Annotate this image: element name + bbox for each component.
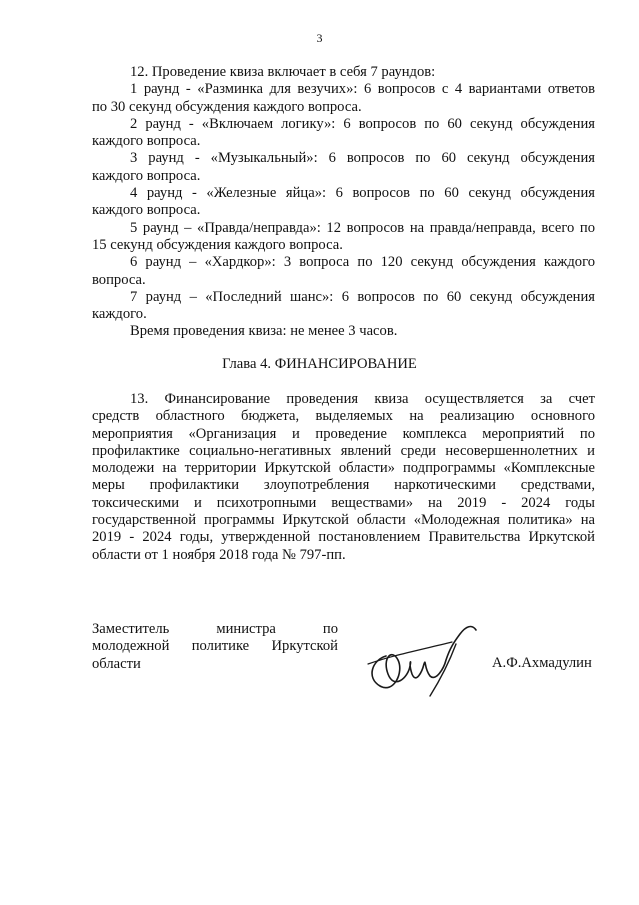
text-line: по 30 секунд обсуждения каждого вопроса. bbox=[92, 98, 362, 115]
text-line: 15 секунд обсуждения каждого вопроса. bbox=[92, 236, 343, 253]
text-line: каждого вопроса. bbox=[92, 133, 201, 150]
text-line: 6 раунд – «Хардкор»: 3 вопроса по 120 секунд обсуждения каждого bbox=[130, 254, 595, 271]
text-line: 2 раунд - «Включаем логику»: 6 вопросов по 60 секунд обсуждения bbox=[130, 115, 595, 132]
chapter-heading: Глава 4. ФИНАНСИРОВАНИЕ bbox=[222, 356, 417, 372]
text-line: токсическими и психотропными веществами» на 2019 - 2024 годы bbox=[92, 494, 595, 511]
text-line: 12. Проведение квиза включает в себя 7 раундов: bbox=[130, 64, 436, 80]
text-line: каждого вопроса. bbox=[92, 202, 201, 219]
text-line: Время проведения квиза: не менее 3 часов. bbox=[130, 323, 398, 340]
page-number: 3 bbox=[316, 31, 323, 45]
text-line: средств областного бюджета, выделяемых на реализацию основного bbox=[92, 408, 595, 425]
text-line: 4 раунд - «Железные яйца»: 6 вопросов по 60 секунд обсуждения bbox=[130, 185, 595, 202]
section-financing bbox=[92, 391, 595, 564]
text-line: 5 раунд – «Правда/неправда»: 12 вопросов на правда/неправда, всего по bbox=[130, 219, 595, 236]
text-line: мероприятия «Организация и проведение комплекса мероприятий по bbox=[92, 425, 595, 442]
text-line: меры профилактики злоупотребления наркотическими средствами, bbox=[92, 477, 595, 494]
text-line: каждого вопроса. bbox=[92, 167, 201, 184]
text-line: государственной программы Иркутской области «Молодежная политика» на bbox=[92, 512, 595, 529]
text-line: молодежной политике Иркутской bbox=[92, 638, 338, 655]
text-line: профилактике социально-негативных явлений среди несовершеннолетних и bbox=[92, 442, 595, 459]
text-line: 3 раунд - «Музыкальный»: 6 вопросов по 60 секунд обсуждения bbox=[130, 150, 595, 167]
section-quiz-rounds bbox=[92, 64, 595, 341]
text-line: вопроса. bbox=[92, 271, 146, 288]
text-line: области от 1 ноября 2018 года № 797-пп. bbox=[92, 546, 346, 563]
signatory-position bbox=[92, 621, 338, 673]
handwritten-signature bbox=[360, 620, 500, 700]
text-line: 1 раунд - «Разминка для везучих»: 6 вопросов с 4 вариантами ответов bbox=[130, 81, 595, 98]
text-line: Заместитель министра по bbox=[92, 621, 338, 637]
signatory-name: А.Ф.Ахмадулин bbox=[492, 655, 592, 671]
text-line: области bbox=[92, 655, 141, 672]
text-line: 7 раунд – «Последний шанс»: 6 вопросов по 60 секунд обсуждения bbox=[130, 288, 595, 305]
text-line: 2019 - 2024 годы, утвержденной постановлением Правительства Иркутской bbox=[92, 529, 595, 546]
text-line: каждого. bbox=[92, 306, 147, 323]
text-line: молодежи на территории Иркутской области» подпрограммы «Комплексные bbox=[92, 460, 595, 477]
text-line: 13. Финансирование проведения квиза осуществляется за счет bbox=[130, 391, 595, 407]
